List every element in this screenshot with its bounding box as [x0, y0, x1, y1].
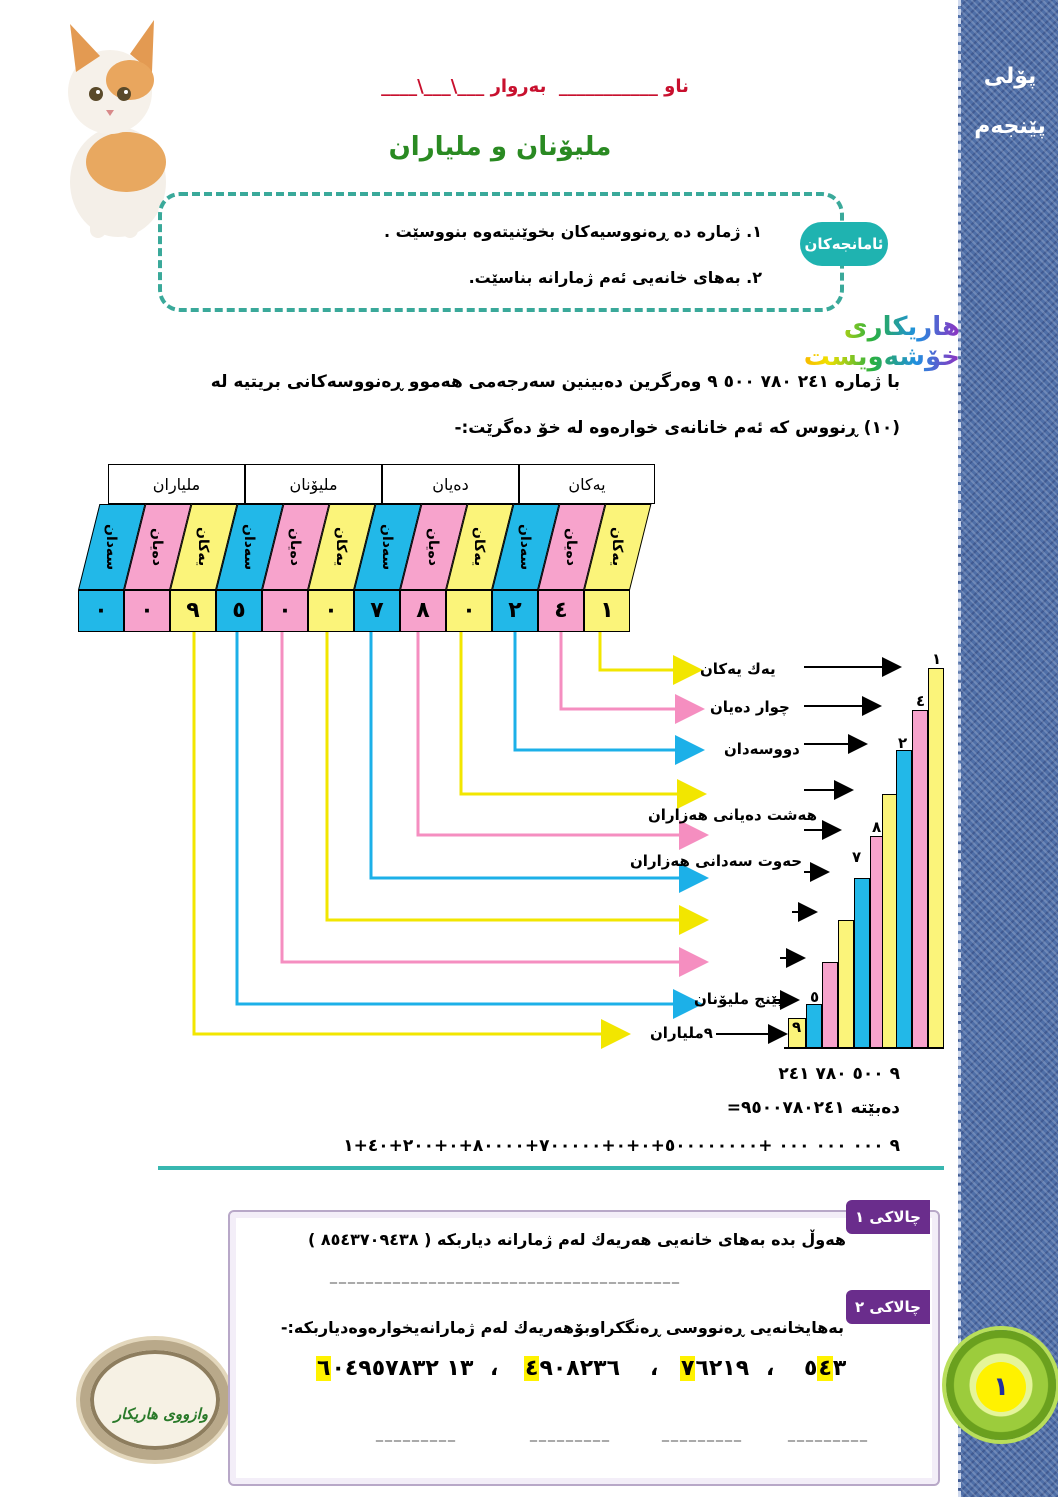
group-ones: یەکان	[519, 464, 655, 504]
line-ten-millions	[282, 632, 706, 962]
digit-cell: ٧	[354, 590, 400, 632]
staircase-bar	[928, 668, 944, 1048]
digit-cell: ٠	[124, 590, 170, 632]
column-label: دەیان	[287, 528, 303, 566]
name-date-line: ناو ___________ بەروار ___\___\____	[381, 76, 689, 97]
section-divider	[158, 1166, 944, 1170]
number-item-3	[680, 1356, 749, 1381]
frame-icon	[80, 1340, 230, 1460]
label-ten-thousands: هەشت دەیانی هەزاران	[648, 806, 818, 824]
stair-label: ٤	[916, 692, 926, 710]
group-millions: ملیۆنان	[245, 464, 382, 504]
activity-2-text: بەهایخانەیی ڕەنووسی ڕەنگکراوبۆهەریەك لەم ژمارانەیخوارەوەدیاربکە:-	[280, 1318, 844, 1337]
label-hundreds: دووسەدان	[724, 740, 800, 758]
digit-cell: ٥	[216, 590, 262, 632]
column-label: دەیان	[149, 528, 165, 566]
stair-label: ٧	[852, 848, 862, 866]
column-label: یەکان	[333, 527, 349, 567]
number-part: ٣	[832, 1356, 847, 1381]
highlighted-digit: ٦	[317, 1356, 331, 1381]
staircase-bar	[806, 1004, 822, 1048]
answer-blank-2[interactable]: _________	[530, 1426, 611, 1442]
staircase-bar	[896, 750, 912, 1048]
answer-blank-4[interactable]: _________	[788, 1426, 869, 1442]
intro-line-2: (١٠) ڕنووس کە ئەم خانانەی خوارەوە لە خۆ دەگرێت:-	[454, 418, 900, 438]
stair-label: ٢	[898, 734, 908, 752]
grade-line-1: پۆلی	[983, 64, 1037, 89]
result-becomes: دەبێتە ٩٥٠٠٧٨٠٢٤١=	[726, 1098, 900, 1118]
activity-panel	[228, 1210, 940, 1486]
column-label: سەدان	[103, 523, 119, 571]
group-billions: ملیاران	[108, 464, 245, 504]
column-label: یەکان	[195, 527, 211, 567]
activity-2-tag: چالاکی ٢	[846, 1290, 930, 1324]
number-item-2	[524, 1356, 620, 1381]
label-tens: چوار دەیان	[710, 698, 790, 716]
staircase-bar	[838, 920, 854, 1048]
answer-blank-3[interactable]: _________	[662, 1426, 743, 1442]
staircase-bar	[854, 878, 870, 1048]
separator: ،	[650, 1356, 659, 1381]
line-hundreds	[515, 632, 702, 750]
label-billions: ٩ملیاران	[650, 1024, 713, 1042]
digit-cell: ٢	[492, 590, 538, 632]
objective-1: ١. ژمارە دە ڕەنووسیەکان بخوێنیتەوە بنووسێت .	[383, 222, 762, 241]
line-thousands	[461, 632, 704, 794]
digit-cell: ٩	[170, 590, 216, 632]
number-part: ١٣	[438, 1356, 474, 1381]
label-millions: پێنج ملیۆنان	[694, 990, 783, 1008]
label-ones: یەك یەکان	[700, 660, 776, 678]
digit-cell: ٠	[308, 590, 354, 632]
page-number: ١	[976, 1362, 1026, 1412]
page-title: ملیۆنان و ملیاران	[388, 132, 612, 162]
column-label: یەکان	[471, 527, 487, 567]
column-label: یەکان	[609, 527, 625, 567]
highlighted-digit: ٤	[525, 1356, 539, 1381]
activity-1-answer-line[interactable]: _______________________________________	[330, 1268, 681, 1284]
separator: ،	[490, 1356, 499, 1381]
line-ones	[600, 632, 700, 670]
digit-cell: ٠	[446, 590, 492, 632]
staircase-bar	[822, 962, 838, 1048]
result-number: ٩ ٥٠٠ ٧٨٠ ٢٤١	[778, 1064, 900, 1084]
column-label: دەیان	[425, 528, 441, 566]
line-billions	[194, 632, 628, 1034]
line-hundred-millions	[237, 632, 700, 1004]
result-expanded: ٩ ٠٠٠ ٠٠٠ ٠٠٠ +٥٠٠٠٠٠٠٠٠+٠+٠+٧٠٠٠٠٠+٨٠٠٠٠+٠+٢٠٠+٤٠+١	[343, 1136, 900, 1156]
stair-label: ٥	[810, 988, 820, 1006]
label-hundred-thousands: حەوت سەدانی هەزاران	[630, 852, 803, 870]
number-part: ٩٠٨٢٣٦	[539, 1356, 621, 1381]
stair-label: ٩	[792, 1018, 802, 1036]
answer-blank-1[interactable]: _________	[376, 1426, 457, 1442]
stair-label: ٨	[872, 818, 882, 836]
digit-cell: ٠	[262, 590, 308, 632]
column-label: سەدان	[517, 523, 533, 571]
grade-line-2: پێنجەم	[974, 114, 1046, 139]
digit-cell: ٠	[78, 590, 124, 632]
highlighted-digit: ٧	[681, 1356, 695, 1381]
objective-2: ٢. بەهای خانەیی ئەم ژمارانە بناسێت.	[468, 268, 762, 287]
number-part: ٥	[804, 1356, 818, 1381]
digit-cell: ٨	[400, 590, 446, 632]
column-label: دەیان	[563, 528, 579, 566]
frame-caption: وازووی هاریکار	[113, 1405, 209, 1423]
column-label: سەدان	[241, 523, 257, 571]
number-item-1	[316, 1356, 473, 1381]
number-item-4	[804, 1356, 846, 1381]
intro-line-1: با ژمارە ٢٤١ ٧٨٠ ٥٠٠ ٩ وەرگرین دەبینین سەرجەمی هەموو ڕەنووسەکانی بریتیە لە	[210, 372, 900, 392]
stair-label: ١	[932, 650, 942, 668]
column-label: سەدان	[379, 523, 395, 571]
activity-1-tag: چالاکی ١	[846, 1200, 930, 1234]
digit-cell: ٤	[538, 590, 584, 632]
number-part: ٦٢١٩	[695, 1356, 750, 1381]
highlighted-digit: ٤	[818, 1356, 832, 1381]
separator: ،	[766, 1356, 775, 1381]
group-thousands: دەیان	[382, 464, 519, 504]
digit-cell: ١	[584, 590, 630, 632]
staircase-bar	[912, 710, 928, 1048]
activity-1-text: هەوڵ بدە بەهای خانەیی هەریەك لەم ژمارانە دیاربکە ( ٨٥٤٣٧٠٩٤٣٨ )	[307, 1230, 846, 1249]
number-part: ٠٤٩٥٧٨٣٢	[331, 1356, 439, 1381]
objectives-badge: ئامانجەکان	[800, 222, 888, 266]
fun-title: هاریکاری خۆشەویست	[740, 312, 960, 372]
